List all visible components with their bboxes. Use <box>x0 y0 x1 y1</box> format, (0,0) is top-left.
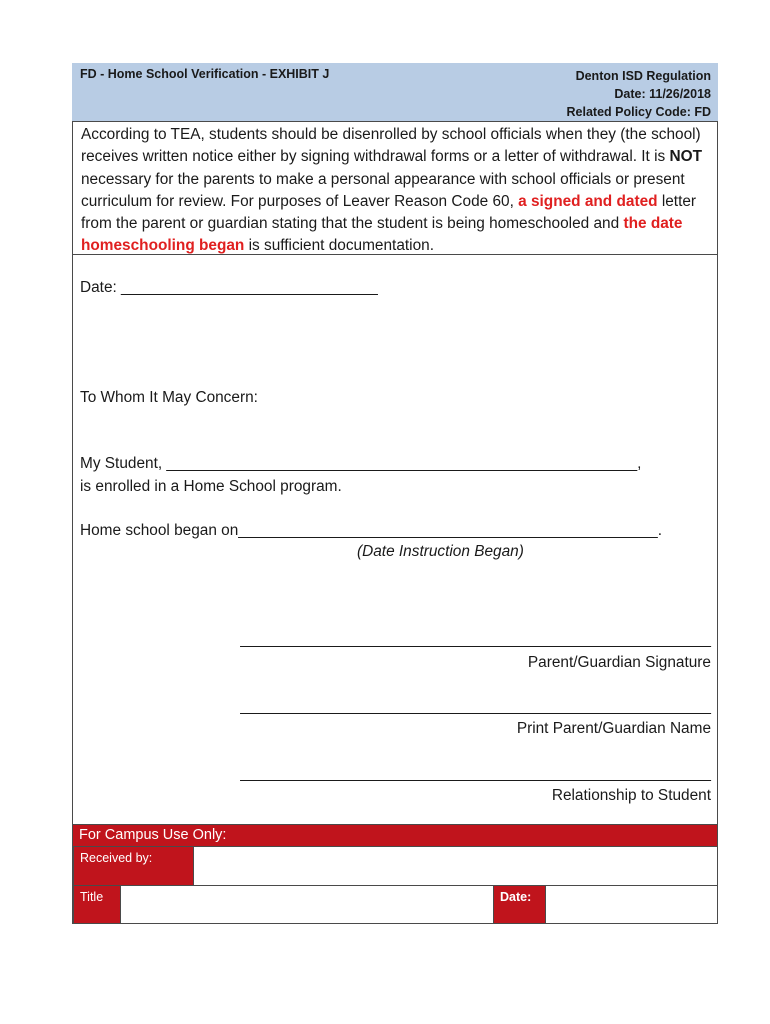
intro-text-1: According to TEA, students should be disenrolled by school officials when they (the school) receives written notice either by signing withdrawal forms or a letter of withdrawal. It is <box>81 126 701 166</box>
relationship-line[interactable]: _______________________________________________________ <box>240 765 711 782</box>
student-name-line[interactable]: My Student, _______________________________________________________, <box>80 455 642 472</box>
received-by-field[interactable] <box>193 846 718 886</box>
intro-date-began: the date homeschooling began <box>81 215 683 255</box>
date-instruction-caption: (Date Instruction Began) <box>357 543 524 560</box>
intro-signed-dated: a signed and dated <box>518 192 658 210</box>
regulation-name: Denton ISD Regulation <box>575 69 711 83</box>
enrolled-statement: is enrolled in a Home School program. <box>80 478 342 495</box>
regulation-date: Date: 11/26/2018 <box>614 87 711 101</box>
title-field[interactable] <box>120 885 494 924</box>
received-by-label: Received by: <box>73 846 194 886</box>
start-date-line[interactable]: Home school began on_________________________________________________. <box>80 522 662 539</box>
print-name-line[interactable]: _______________________________________________________ <box>240 698 711 715</box>
exhibit-title: FD - Home School Verification - EXHIBIT J <box>80 67 330 81</box>
date-field-line[interactable]: Date: ______________________________ <box>80 279 378 296</box>
relationship-label: Relationship to Student <box>551 787 711 804</box>
intro-paragraph <box>72 121 718 255</box>
title-label: Title <box>73 885 121 924</box>
document-header <box>72 63 718 121</box>
date-field[interactable] <box>545 885 718 924</box>
print-name-label: Print Parent/Guardian Name <box>516 720 711 737</box>
date-label: Date: <box>493 885 546 924</box>
signature-line[interactable]: _______________________________________________________ <box>240 631 711 648</box>
signature-label: Parent/Guardian Signature <box>527 654 711 671</box>
campus-use-title: For Campus Use Only: <box>73 825 717 846</box>
regulation-info <box>567 67 711 121</box>
intro-text-4: is sufficient documentation. <box>244 237 434 255</box>
intro-text-2: necessary for the parents to make a personal appearance with school officials or present curriculum for review. For purposes of Leaver Reason Code 60, <box>81 170 685 210</box>
campus-use-section <box>72 824 718 924</box>
salutation: To Whom It May Concern: <box>80 389 258 406</box>
intro-text-3: letter from the parent or guardian stating that the student is being homeschooled and <box>81 192 697 233</box>
intro-not-emphasis: NOT <box>669 148 703 166</box>
policy-code: Related Policy Code: FD <box>566 105 711 119</box>
